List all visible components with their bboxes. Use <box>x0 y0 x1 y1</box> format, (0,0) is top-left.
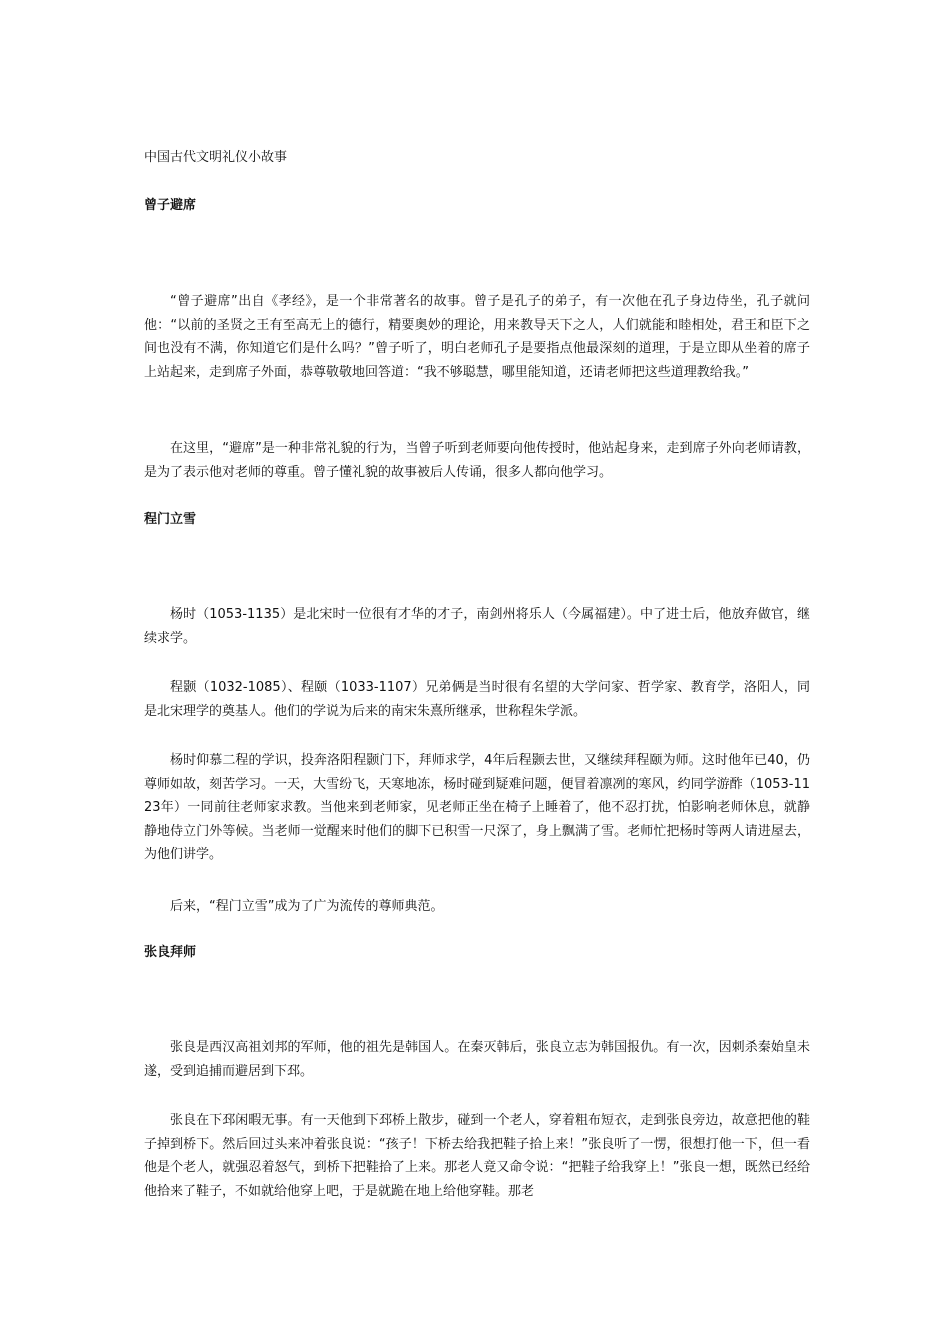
paragraph: 张良是西汉高祖刘邦的军师，他的祖先是韩国人。在秦灭韩后，张良立志为韩国报仇。有一次，因刺杀秦始皇未遂，受到追捕而避居到下邳。 <box>144 1040 810 1079</box>
paragraph: 在这里，“避席”是一种非常礼貌的行为，当曾子听到老师要向他传授时，他站起身来，走到席子外向老师请教，是为了表示他对老师的尊重。曾子懂礼貌的故事被后人传诵，很多人都向他学习。 <box>144 441 810 480</box>
section-heading-zhangliang: 张良拜师 <box>144 945 197 960</box>
paragraph: “曾子避席”出自《孝经》，是一个非常著名的故事。曾子是孔子的弟子，有一次他在孔子身边侍坐，孔子就问他：“以前的圣贤之王有至高无上的德行，精要奥妙的理论，用来教导天下之人，人们就能和睦相处，君王和臣下之间也没有不满，你知道它们是什么吗？”曾子听了，明白老师孔子是要指点他最深刻的道理，于是立即从坐着的席子上站起来，走到席子外面，恭尊敬敬地回答道：“我不够聪慧，哪里能知道，还请老师把这些道理教给我。” <box>144 294 810 380</box>
document-title: 中国古代文明礼仪小故事 <box>144 150 288 165</box>
paragraph: 杨时仰慕二程的学识，投奔洛阳程颢门下，拜师求学，4年后程颢去世，又继续拜程颐为师。这时他年已40，仍尊师如故，刻苦学习。一天，大雪纷飞，天寒地冻，杨时碰到疑难问题，便冒着凛冽的寒风，约同学游酢（1053-1123年）一同前往老师家求教。当他来到老师家，见老师正坐在椅子上睡着了，他不忍打扰，怕影响老师休息，就静静地侍立门外等候。当老师一觉醒来时他们的脚下已积雪一尺深了，身上飘满了雪。老师忙把杨时等两人请进屋去，为他们讲学。 <box>144 753 810 862</box>
section-heading-chengmen: 程门立雪 <box>144 512 197 527</box>
paragraph: 后来，“程门立雪”成为了广为流传的尊师典范。 <box>170 899 444 914</box>
paragraph: 程颢（1032-1085）、程颐（1033-1107）兄弟俩是当时很有名望的大学问家、哲学家、教育学，洛阳人，同是北宋理学的奠基人。他们的学说为后来的南宋朱熹所继承，世称程朱学派。 <box>144 680 810 719</box>
section-heading-zengzi: 曾子避席 <box>144 198 197 213</box>
paragraph: 杨时（1053-1135）是北宋时一位很有才华的才子，南剑州将乐人（今属福建）。中了进士后，他放弃做官，继续求学。 <box>144 607 810 646</box>
paragraph: 张良在下邳闲暇无事。有一天他到下邳桥上散步，碰到一个老人，穿着粗布短衣，走到张良旁边，故意把他的鞋子掉到桥下。然后回过头来冲着张良说：“孩子！下桥去给我把鞋子拾上来！”张良听了一愣，很想打他一下，但一看他是个老人，就强忍着怒气，到桥下把鞋拾了上来。那老人竟又命令说：“把鞋子给我穿上！”张良一想，既然已经给他拾来了鞋子，不如就给他穿上吧，于是就跪在地上给他穿鞋。那老 <box>144 1113 810 1199</box>
